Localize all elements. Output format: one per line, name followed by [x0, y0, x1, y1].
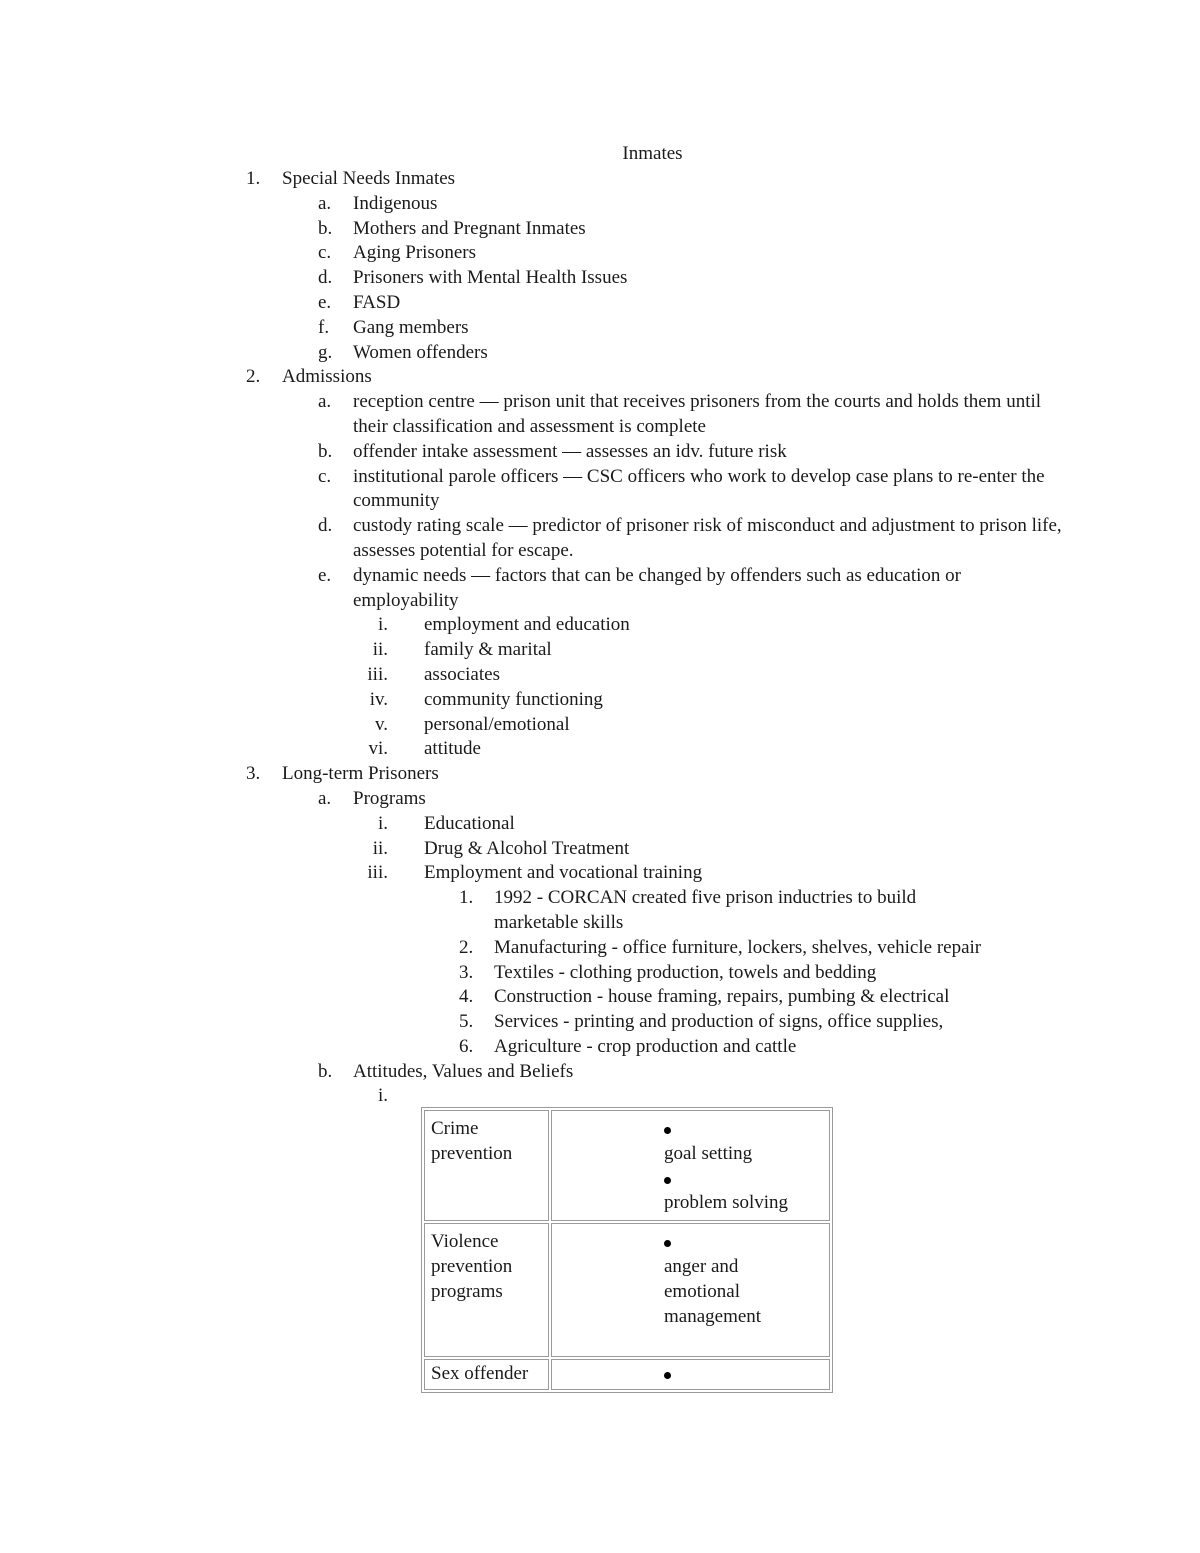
- item-marker: i.: [377, 812, 388, 834]
- program-label-cell: Violence prevention programs: [424, 1223, 549, 1357]
- bullet-icon: [664, 1240, 671, 1247]
- section-number: 2.: [246, 366, 261, 388]
- sub-list-item: [0, 861, 1200, 886]
- numbered-point: [0, 886, 1200, 936]
- sub-list-item: [0, 737, 1200, 762]
- item-marker: a.: [318, 787, 332, 809]
- item-marker: 3.: [459, 961, 474, 983]
- item-text: FASD: [353, 291, 401, 313]
- item-marker: b.: [318, 217, 333, 239]
- numbered-point: [0, 961, 1200, 986]
- item-marker: iii.: [367, 663, 388, 685]
- section-number: 3.: [246, 763, 261, 785]
- item-marker: ii.: [372, 639, 388, 661]
- section-2: [0, 365, 1200, 390]
- list-item: [0, 341, 1200, 366]
- program-bullets-cell: [551, 1110, 830, 1221]
- item-marker: b.: [318, 440, 333, 462]
- table-row: [424, 1223, 830, 1357]
- item-marker: ii.: [372, 837, 388, 859]
- numbered-point: [0, 936, 1200, 961]
- bullet-text: [664, 1255, 814, 1329]
- item-text: Textiles - clothing production, towels and bedding: [494, 961, 877, 983]
- outline: [0, 167, 1200, 1107]
- item-marker: iii.: [367, 862, 388, 884]
- item-marker: d.: [318, 267, 333, 289]
- list-item: [0, 1060, 1200, 1085]
- item-marker: a.: [318, 391, 332, 413]
- item-text: Attitudes, Values and Beliefs: [353, 1060, 574, 1082]
- item-text: personal/emotional: [424, 713, 570, 735]
- sub-list-item: [0, 638, 1200, 663]
- item-marker: 4.: [459, 986, 474, 1008]
- item-marker: c.: [318, 242, 332, 264]
- numbered-point: [0, 985, 1200, 1010]
- item-text: Mothers and Pregnant Inmates: [353, 217, 586, 239]
- section-heading: Long-term Prisoners: [282, 763, 439, 785]
- page-title: Inmates: [622, 143, 683, 164]
- item-marker: a.: [318, 192, 332, 214]
- list-item: [0, 241, 1200, 266]
- item-text: Indigenous: [353, 192, 438, 214]
- item-marker: vi.: [368, 738, 388, 760]
- item-marker: 1.: [459, 887, 474, 909]
- bullet-text-value: anger and emotional management: [664, 1255, 762, 1327]
- item-marker: 6.: [459, 1035, 474, 1057]
- program-bullets-cell: [551, 1223, 830, 1357]
- item-text: Drug & Alcohol Treatment: [424, 837, 630, 859]
- item-marker: e.: [318, 291, 332, 313]
- section-heading: Admissions: [282, 366, 372, 388]
- section-1: [0, 167, 1200, 192]
- item-text: reception centre — prison unit that receives prisoners from the courts and holds them until their classification and assessment is complete: [353, 391, 1042, 437]
- sub-list-item: [0, 713, 1200, 738]
- item-marker: iv.: [369, 688, 388, 710]
- list-item: [0, 564, 1200, 614]
- item-text: 1992 - CORCAN created five prison inductries to build marketable skills: [494, 887, 917, 933]
- item-text: employment and education: [424, 614, 630, 636]
- item-marker: e.: [318, 564, 332, 586]
- item-marker: g.: [318, 341, 333, 363]
- item-text: institutional parole officers — CSC officers who work to develop case plans to re-enter the community: [353, 465, 1045, 512]
- list-item: [0, 390, 1200, 440]
- bullet-icon: [664, 1177, 671, 1184]
- item-marker: 2.: [459, 936, 474, 958]
- sub-list-item: [0, 663, 1200, 688]
- item-text: custody rating scale — predictor of prisoner risk of misconduct and adjustment to prison life, assesses potential for escape.: [353, 515, 1062, 561]
- item-marker: i.: [377, 1085, 388, 1107]
- table-row: [424, 1110, 830, 1221]
- list-item: [0, 465, 1200, 515]
- bullet-text: goal setting: [664, 1142, 753, 1164]
- item-marker: v.: [374, 713, 388, 735]
- bullet-icon: [664, 1127, 671, 1134]
- item-marker: c.: [318, 465, 332, 487]
- item-text: offender intake assessment — assesses an idv. future risk: [353, 440, 787, 462]
- bullet-text: problem solving: [664, 1192, 789, 1214]
- list-item: [0, 514, 1200, 564]
- list-item: [0, 291, 1200, 316]
- item-text: Programs: [353, 787, 426, 809]
- sub-list-item: [0, 837, 1200, 862]
- section-3: [0, 762, 1200, 787]
- item-text: community functioning: [424, 688, 603, 710]
- sub-list-item: [0, 688, 1200, 713]
- item-text: attitude: [424, 738, 481, 760]
- program-bullets-cell: [551, 1359, 830, 1390]
- item-text: associates: [424, 663, 500, 685]
- item-text: Employment and vocational training: [424, 862, 703, 884]
- item-marker: i.: [377, 614, 388, 636]
- item-text: Educational: [424, 812, 515, 834]
- item-marker: d.: [318, 515, 333, 537]
- item-text: family & marital: [424, 639, 552, 661]
- item-text: Construction - house framing, repairs, pumbing & electrical: [494, 986, 950, 1008]
- item-text: Prisoners with Mental Health Issues: [353, 267, 628, 289]
- item-marker: f.: [318, 316, 330, 338]
- item-text: Aging Prisoners: [353, 242, 476, 264]
- table-row: [424, 1359, 830, 1390]
- list-item: [0, 440, 1200, 465]
- section-number: 1.: [246, 168, 261, 189]
- program-label-cell: Sex offender: [424, 1359, 549, 1390]
- list-item: [0, 266, 1200, 291]
- section-heading: Special Needs Inmates: [282, 168, 456, 189]
- item-text: Gang members: [353, 316, 469, 338]
- list-item: [0, 192, 1200, 217]
- item-marker: b.: [318, 1060, 333, 1082]
- item-text: Manufacturing - office furniture, lockers, shelves, vehicle repair: [494, 936, 982, 958]
- list-item: [0, 787, 1200, 812]
- item-marker: 5.: [459, 1011, 474, 1033]
- item-text: Women offenders: [353, 341, 488, 363]
- bullet-icon: [664, 1372, 671, 1379]
- sub-list-item: [0, 613, 1200, 638]
- numbered-point: [0, 1010, 1200, 1035]
- item-text: dynamic needs — factors that can be changed by offenders such as education or employability: [353, 564, 961, 611]
- numbered-point: [0, 1035, 1200, 1060]
- program-label-cell: Crime prevention: [424, 1110, 549, 1221]
- list-item: [0, 217, 1200, 242]
- item-text: Services - printing and production of signs, office supplies,: [494, 1011, 944, 1033]
- list-item: [0, 316, 1200, 341]
- programs-table: [421, 1107, 833, 1393]
- item-text: Agriculture - crop production and cattle: [494, 1035, 797, 1057]
- sub-list-item: [0, 812, 1200, 837]
